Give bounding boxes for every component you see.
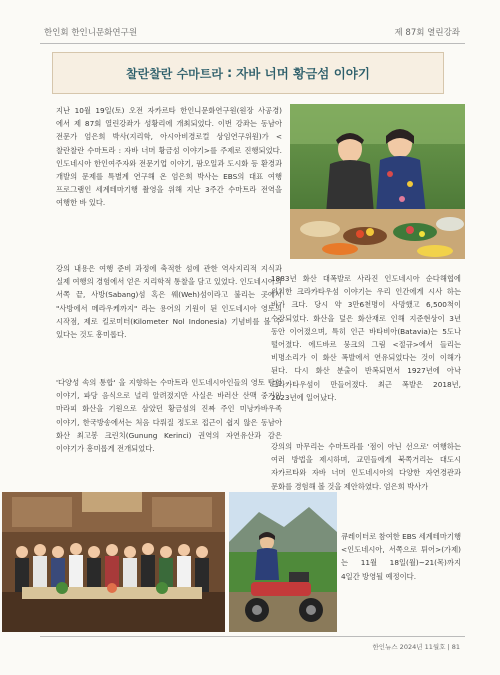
title-sub: 자바 너머 황금섬 이야기 xyxy=(236,66,370,81)
motorcycle-mountain-photo xyxy=(229,492,337,632)
footer-rule xyxy=(40,636,465,637)
two-women-cooking-photo xyxy=(290,104,465,259)
group-photo xyxy=(2,492,225,632)
article-paragraph-3: '다양성 속의 통합' 을 지향하는 수마트라 인도네시아인들의 영토 탐험 이야기, 파당 음식으로 널리 알려졌지만 사실은 바러산 산맥 중기인 마라피 화산을 기원으로 삼았던 황금섬의 진짜 주인 미낭카바우족 이야기, 한국방송에서는 처음 다뤄질 정도로 접근이 쉽지 않은 동남아 화산 최고봉 크린치(Gunung Kerinci) 권역의 자연유산과 감은 이야기가 흥미롭게 전개되었다. xyxy=(56,378,282,454)
article-paragraph-4: 1883년 화산 대폭발로 사라진 인도네시아 순다해협에 위치한 크라카타우섬 이야기는 우리 인간에게 시사 하는 바가 크다. 당시 약 3만6천명이 사망했고 6,500척이 수장되었다. 화산을 덮은 화산재로 인해 지준현상이 3년 동안 이어졌으며, 특히 인근 바타비아(Batavia)는 5도나 떨어졌다. 에드바르 뭉크의 그림 <절규>에서 들리는 비명소리가 이 화산 폭발에서 연유되었다는 것이 이해가 된다. 다시 화산 분출이 반복되면서 1927년에 아낙 크라카타우섬이 만들어졌다. 최근 폭발은 2018년, 2023년에 일어났다. xyxy=(271,274,461,402)
title-box xyxy=(52,52,444,94)
page-footer: 한인뉴스 2024년 11월호 | 81 xyxy=(372,643,460,651)
title-separator: : xyxy=(226,65,233,81)
article-paragraph-5b: 큐레이터로 참여한 EBS 세계테마기행 <인도네시아, 서쪽으로 튀어>(가제)는 11월 18일(월)~21(목)까지 4일간 방영될 예정이다. xyxy=(341,532,461,581)
article-paragraph-1: 지난 10월 19일(토) 오전 자카르타 한인니문화연구원(원장 사공경)에서 제 87회 열린강좌가 성황리에 개최되었다. 이번 강좌는 동남아 전문가 엄은희 박사(지리학, 아시아비경로컬 상임연구위원)가 <찰란찰란 수마트라 : 자바 너머 황금섬 이야기>를 주제로 진행되었다. 인도네시아 한인여주자와 전문기업 이야기, 팜오일과 도시화 등 환경과 개발의 문제를 특별계 연구해 온 엄은희 박사는 EBS의 대표 여행 프로그램인 세계테마기행 촬영을 위해 지난 3주간 수마트라 전역을 여행한 바 있다. xyxy=(56,106,282,208)
title-main: 찰란찰란 수마트라 xyxy=(126,66,223,81)
article-paragraph-2: 강의 내용은 여행 준비 과정에 축적한 섬에 관한 역사지리적 지식과 실제 여행의 경험에서 얻은 지리학적 통찰을 담고 있었다. 인도네시아의 서쪽 끝, 사방(Sabang)섬 혹은 웨(Weh)섬이라고 불리는 곳에서 "사방에서 메라우케까지" 라는 용어의 기원이 된 인도네시아 영토의 시작점, 제로 킬로미터(Kilometer Nol Indonesia) 기념비를 볼 수 있다는 것도 흥미롭다. xyxy=(56,264,282,340)
header-left: 한인회 한인니문화연구원 xyxy=(44,28,138,38)
article-paragraph-5a: 강의의 마무리는 수마트라를 '점이 아닌 선으로' 여행하는 여러 방법을 제시하며, 교민들에게 북쪽거리는 대도시 자카르타와 자바 너머 인도네시아의 다양한 자연경관과 문화를 경험해 볼 것을 제안하였다. 엄은희 박사가 xyxy=(271,442,461,491)
header-rule xyxy=(40,43,465,44)
header-right: 제 87회 열린강좌 xyxy=(394,28,460,38)
